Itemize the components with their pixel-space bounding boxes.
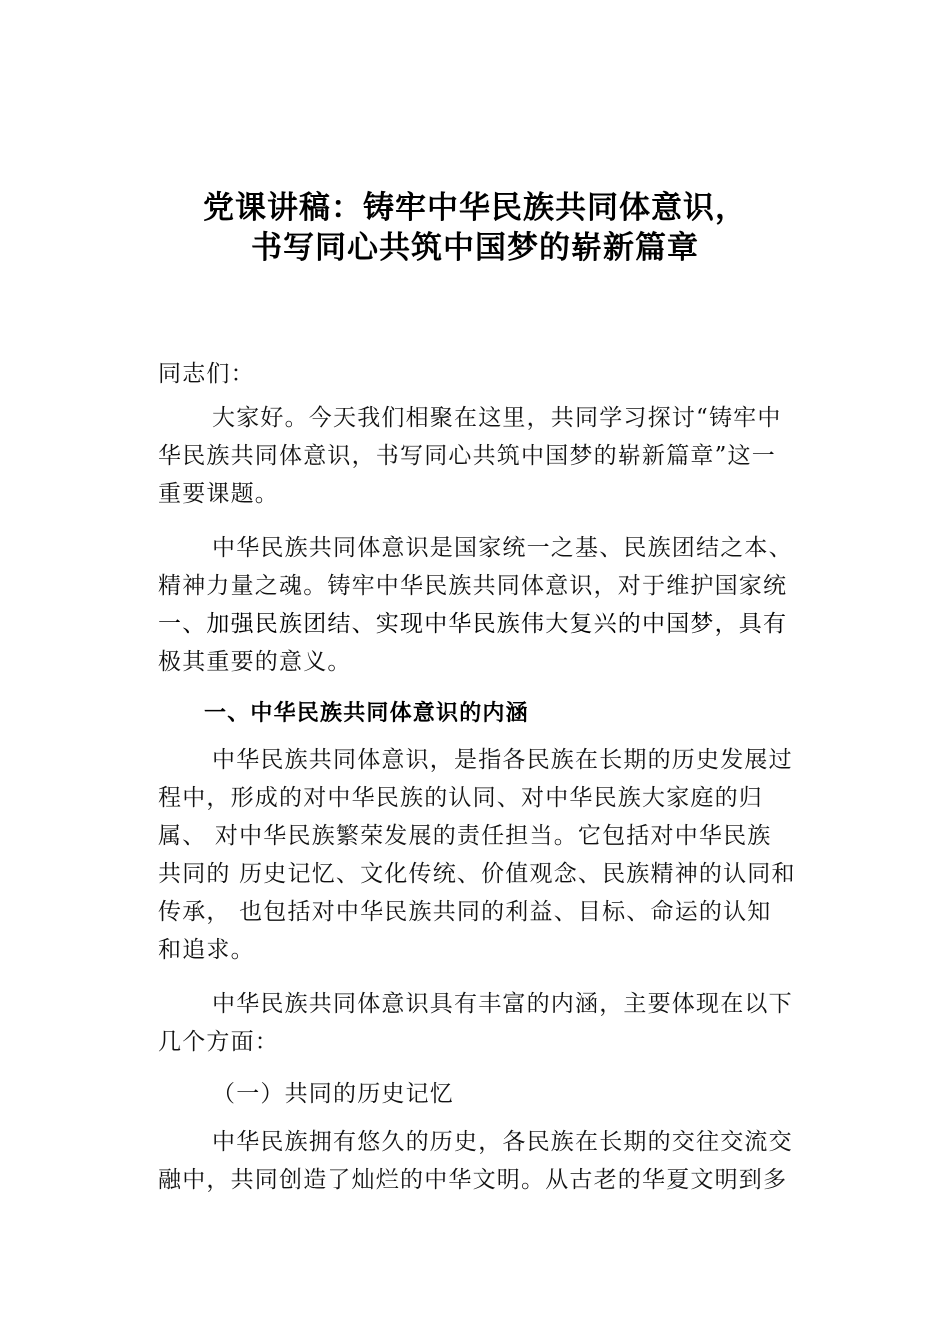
paragraph-4-line-2: 几个方面：: [158, 1029, 279, 1055]
paragraph-5-line-1: 中华民族拥有悠久的历史，各民族在长期的交往交流交: [212, 1129, 793, 1155]
section-heading-1: 一、中华民族共同体意识的内涵: [204, 701, 529, 726]
paragraph-5-line-2: 融中，共同创造了灿烂的中华文明。从古老的华夏文明到多: [158, 1167, 788, 1193]
paragraph-1-line-2: 华民族共同体意识，书写同心共筑中国梦的崭新篇章”这一: [158, 443, 776, 469]
paragraph-2-line-2: 精神力量之魂。铸牢中华民族共同体意识，对于维护国家统: [158, 573, 788, 599]
paragraph-3-line-6: 和追求。: [158, 937, 255, 963]
paragraph-1-line-1: 大家好。今天我们相聚在这里，共同学习探讨“铸牢中: [212, 405, 782, 431]
paragraph-3-line-1: 中华民族共同体意识，是指各民族在长期的历史发展过: [212, 747, 793, 773]
subheading-1: （一）共同的历史记忆: [212, 1081, 454, 1107]
paragraph-4-line-1: 中华民族共同体意识具有丰富的内涵，主要体现在以下: [212, 991, 793, 1017]
paragraph-3-line-5: 传承， 也包括对中华民族共同的利益、目标、命运的认知: [158, 899, 772, 925]
salutation: 同志们：: [158, 361, 255, 387]
paragraph-3-line-3: 属、 对中华民族繁荣发展的责任担当。它包括对中华民族: [158, 823, 772, 849]
paragraph-1-line-3: 重要课题。: [158, 481, 279, 507]
paragraph-2-line-3: 一、加强民族团结、实现中华民族伟大复兴的中国梦，具有: [158, 611, 788, 637]
paragraph-2-line-1: 中华民族共同体意识是国家统一之基、民族团结之本、: [212, 535, 793, 561]
paragraph-3-line-2: 程中，形成的对中华民族的认同、对中华民族大家庭的归: [158, 785, 763, 811]
paragraph-3-line-4: 共同的 历史记忆、文化传统、价值观念、民族精神的认同和: [158, 861, 796, 887]
paragraph-2-line-4: 极其重要的意义。: [158, 649, 352, 675]
document-title-line-2: 书写同心共筑中国梦的崭新篇章: [251, 230, 699, 266]
document-title-line-1: 党课讲稿：铸牢中华民族共同体意识，: [203, 190, 747, 226]
